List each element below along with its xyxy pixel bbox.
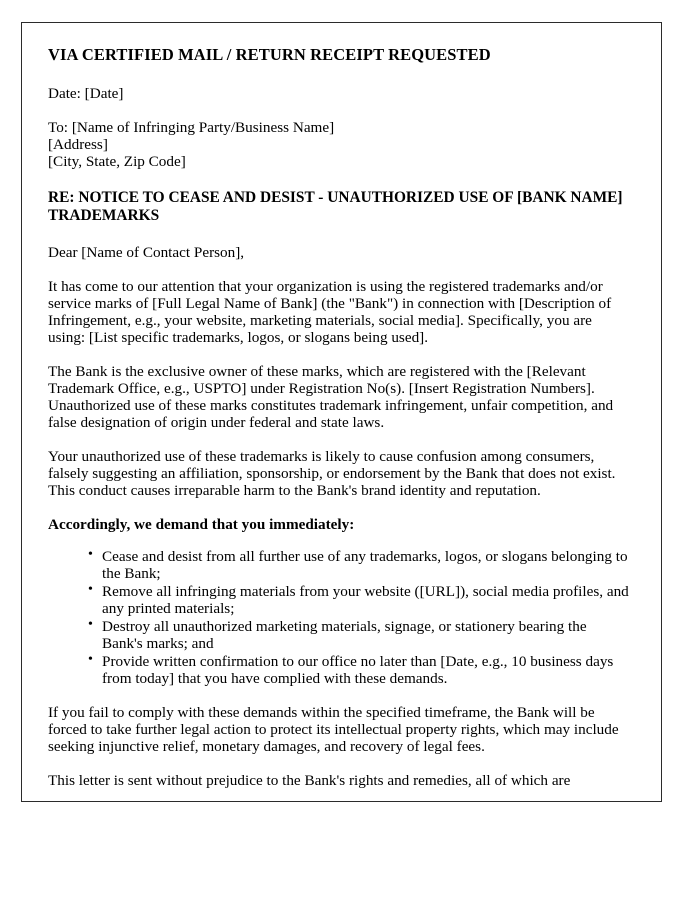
re-subject-heading: RE: NOTICE TO CEASE AND DESIST - UNAUTHORIZED USE OF [BANK NAME] TRADEMARKS [48,189,623,225]
recipient-address-line: [Address] [48,136,108,154]
document-title: VIA CERTIFIED MAIL / RETURN RECEIPT REQUESTED [48,45,491,64]
list-item: • Provide written confirmation to our office no later than [Date, e.g., 10 business days from today] that you have complied with these demands. [88,653,630,687]
recipient-city-state-zip-line: [City, State, Zip Code] [48,153,186,171]
body-paragraph-1: It has come to our attention that your organization is using the registered trademarks and/or service marks of [Full Legal Name of Bank] (the "Bank") in connection with [Description of Infringement, e.g., your website, marketing materials, social media]. Specifically, you are using: [List specific trademarks, logos, or slogans being used]. [48,277,612,346]
demands-list [48,548,630,687]
list-item: • Destroy all unauthorized marketing materials, signage, or stationery bearing the Bank's marks; and [88,618,630,652]
demand-heading: Accordingly, we demand that you immediately: [48,516,355,534]
list-item: • Cease and desist from all further use of any trademarks, logos, or slogans belonging to the Bank; [88,548,630,582]
closing-paragraph-1: If you fail to comply with these demands within the specified timeframe, the Bank will be forced to take further legal action to protect its intellectual property rights, which may include seeking injunctive relief, monetary damages, and recovery of legal fees. [48,704,619,756]
recipient-to-line: To: [Name of Infringing Party/Business Name] [48,119,335,137]
document-body [22,23,661,789]
list-item: • Remove all infringing materials from your website ([URL]), social media profiles, and any printed materials; [88,583,630,617]
closing-paragraph-2: This letter is sent without prejudice to the Bank's rights and remedies, all of which are [48,772,571,790]
body-paragraph-2: The Bank is the exclusive owner of these marks, which are registered with the [Relevant Trademark Office, e.g., USPTO] under Registration No(s). [Insert Registration Numbers]. Unauthorized use of these marks constitutes trademark infringement, unfair competition, and false designation of origin under federal and state laws. [48,362,614,432]
date-line: Date: [Date] [48,85,124,103]
document-page [21,22,662,802]
salutation: Dear [Name of Contact Person], [48,243,245,261]
body-paragraph-3: Your unauthorized use of these trademarks is likely to cause confusion among consumers, falsely suggesting an affiliation, sponsorship, or endorsement by the Bank that does not exist. This conduct causes irreparable harm to the Bank's brand identity and reputation. [48,448,616,500]
recipient-address-block [48,119,630,170]
